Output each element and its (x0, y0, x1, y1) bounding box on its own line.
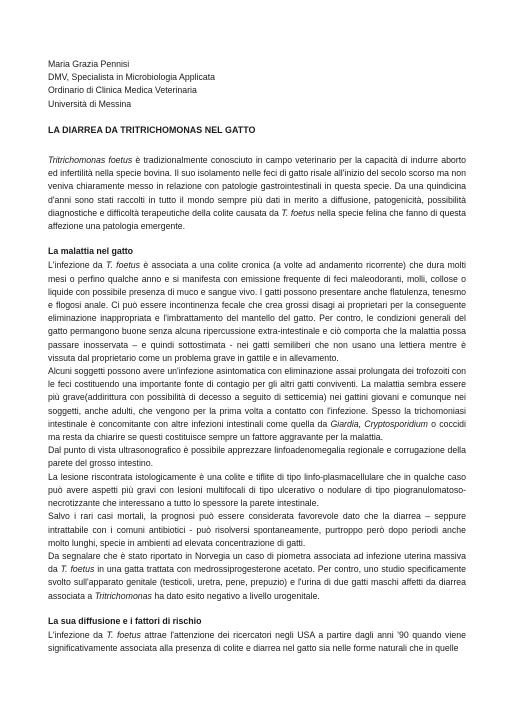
paragraph-spread: L'infezione da T. foetus attrae l'attenzione dei ricercatori negli USA a partire dagli anni '90 quando viene significativamente associata alla presenza di colite e diarrea nel gatto sia nelle forme naturali che in quelle (48, 629, 466, 654)
document-title: LA DIARREA DA TRITRICHOMONAS NEL GATTO (48, 124, 256, 135)
intro-paragraph: Tritrichomonas foetus è tradizionalmente conosciuto in campo veterinario per la capacità di indurre aborto ed infertilità nella specie bovina. Il suo isolamento nelle feci di gatto risale all'inizio del secolo scorso ma non veniva chiaramente messo in relazione con patologie gastrointestinali in questa specie. Da una quindicina d'anni sono stati raccolti in tutto il mondo sempre più dati in merito a diffusione, patogenicità, possibilità diagnostiche e difficoltà terapeutiche della colite causata da T. foetus nella specie felina che fanno di questa affezione una patologia emergente. (48, 155, 467, 232)
paragraph-asymptomatic: Alcuni soggetti possono avere un'infezione asintomatica con eliminazione assai prolungata dei trofozoiti con le feci costituendo una importante fonte di contagio per gli altri gatti conviventi. La malattia sembra essere più grave(addirittura con possibilità di decesso a seguito di setticemia) nei gattini giovani e comunque nei soggetti, anche adulti, che vengono per la prima volta a contatto con l'infezione. Spesso la trichomoniasi intestinale è concomitante con altre infezioni intestinali come quella da Giardia, Cryptosporidium o coccidi ma resta da chiarire se questi costituisce sempre un fattore aggravante per la malattia. (48, 366, 466, 443)
paragraph-pyometra: Da segnalare che è stato riportato in Norvegia un caso di piometra associata ad infezione uterina massiva da T. foetus in una gatta trattata con medrossiprogesterone acetato. Per contro, uno studio specificamente svolto sull'apparato genitale (testicoli, uretra, pene, prepuzio) e l'urina di due gatti maschi affetti da diarrea associata a Tritrichomonas ha dato esito negativo a livello urogenitale. (48, 550, 466, 601)
section-heading-disease: La malattia nel gatto (48, 246, 134, 257)
author-name: Maria Grazia Pennisi (48, 59, 130, 69)
paragraph-prognosis: Salvo i rari casi mortali, la prognosi può essere considerata favorevole dato che la diarrea – seppure intrattabile con i comuni antibiotici - può risolversi spontaneamente, purtroppo però dopo periodi anche molto lunghi, specie in ambienti ad elevata concentrazione di gatti. (48, 511, 466, 548)
author-block (48, 58, 466, 111)
author-affiliation: Università di Messina (48, 98, 132, 109)
section-heading-spread: La sua diffusione e i fattori di rischio (48, 615, 202, 626)
species-name: Tritrichomonas foetus (48, 155, 133, 166)
author-qualification: DMV, Specialista in Microbiologia Applicata (48, 72, 215, 83)
paragraph-ultrasound: Dal punto di vista ultrasonografico è possibile apprezzare linfoadenomegalia regionale e corrugazione della parete del grosso intestino. (48, 445, 466, 469)
author-position: Ordinario di Clinica Medica Veterinaria (48, 85, 197, 96)
paragraph-histology: La lesione riscontrata istologicamente è una colite e tiflite di tipo linfo-plasmacellulare che in qualche caso può avere aspetti più gravi con lesioni multifocali di tipo ulcerativo o nodulare di tipo piogranulomatoso-necrotizzante che interessano a tutto lo spessore la parete intestinale. (48, 471, 466, 509)
paragraph-symptoms: L'infezione da T. foetus è associata a una colite cronica (a volte ad andamento ricorrente) che dura molti mesi o perfino qualche anno e si manifesta con emissione frequente di feci maleodoranti, molli, collose o liquide con possibile presenza di muco e sangue vivo. I gatti possono presentare anche flatulenza, tenesmo e flogosi anale. Ci può essere incontinenza fecale che crea grossi disagi ai proprietari per la conseguente eliminazione inappropriata e l'imbrattamento del mantello del gatto. Per contro, le condizioni generali del gatto permangono buone senza alcuna ripercussione extra-intestinale e ciò comporta che la malattia possa passare inosservata – e quindi sottostimata - nei gatti semiliberi che non usano una lettiera mentre è vissuta dal proprietario come un problema grave in gattile e in allevamento. (48, 260, 466, 363)
